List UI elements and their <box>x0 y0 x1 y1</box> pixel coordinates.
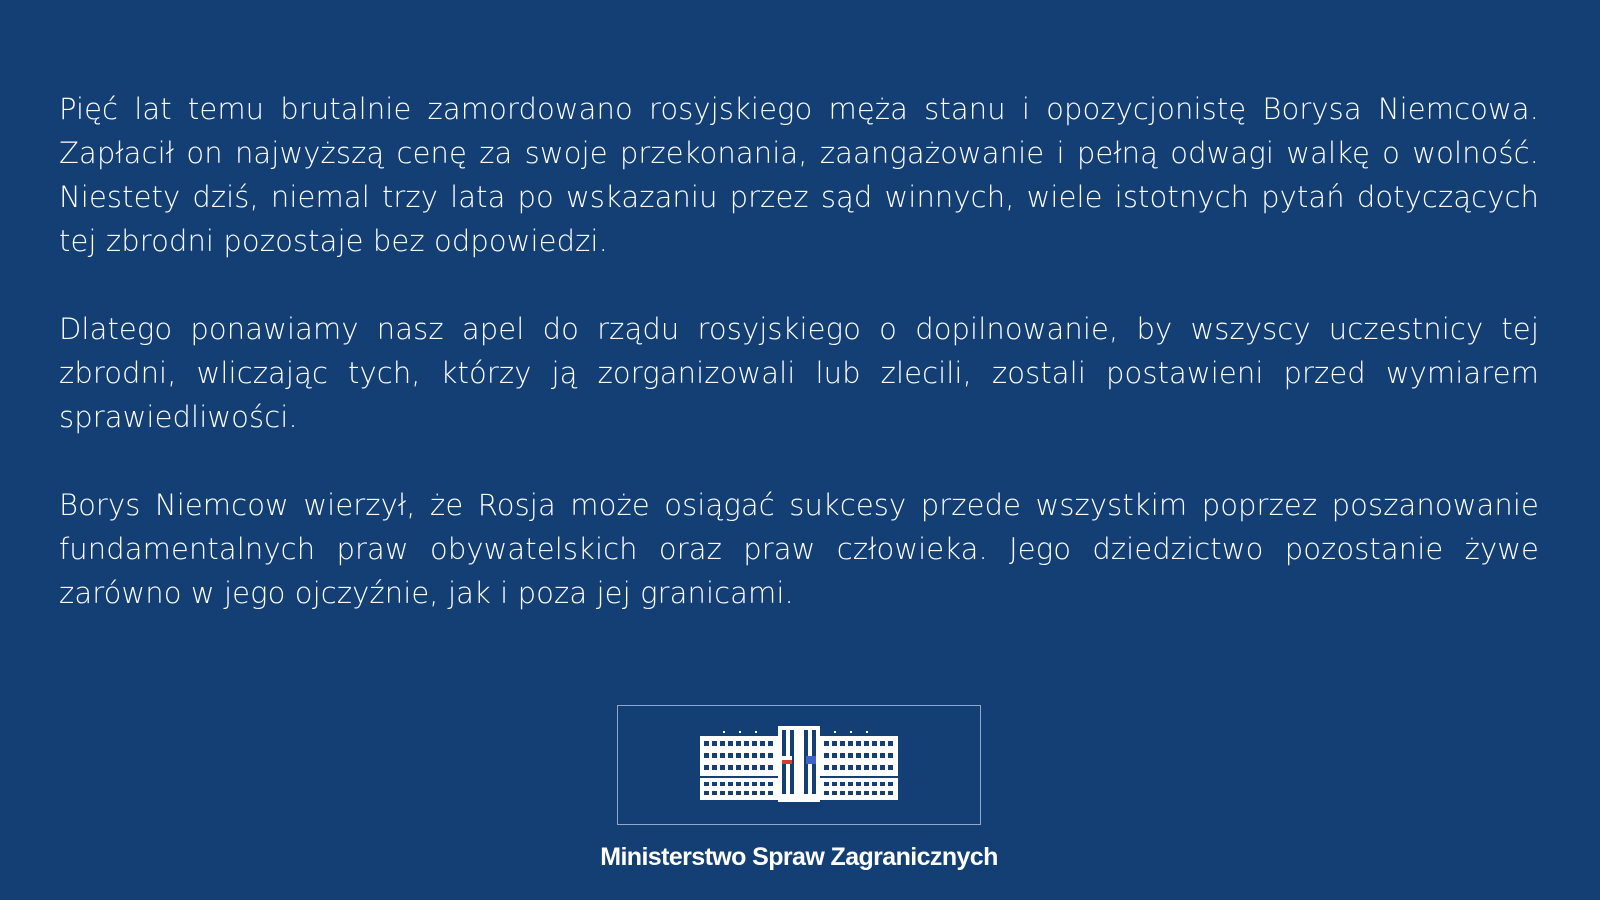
flagpole-right-icon <box>817 754 818 776</box>
statement-paragraph-2: Dlatego ponawiamy nasz apel do rządu rosyjskiego o dopilnowanie, by wszyscy uczestnicy tej zbrodni, wliczając tych, którzy ją zorganizowali lub zlecili, zostali postawieni przed wymiarem sprawiedliwości. <box>59 312 1539 434</box>
eu-flag-icon <box>806 756 816 764</box>
ministry-logo-box <box>617 705 981 825</box>
left-wing-icon <box>700 736 778 800</box>
polish-flag-top-icon <box>782 756 792 760</box>
polish-flag-bottom-icon <box>782 760 792 764</box>
statement-paragraph-3: Borys Niemcow wierzył, że Rosja może osiągać sukcesy przede wszystkim poprzez poszanowanie fundamentalnych praw obywatelskich oraz praw człowieka. Jego dziedzictwo pozostanie żywe zarówno w jego ojczyźnie, jak i poza jej granicami. <box>59 488 1539 610</box>
ministry-name: Ministerstwo Spraw Zagranicznych <box>600 843 998 871</box>
statement-text <box>59 87 1539 659</box>
right-wing-icon <box>820 736 898 800</box>
flagpole-left-icon <box>780 754 781 776</box>
ministry-building-icon <box>694 724 904 806</box>
statement-paragraph-1: Pięć lat temu brutalnie zamordowano rosyjskiego męża stanu i opozycjonistę Borysa Niemcowa. Zapłacił on najwyższą cenę za swoje przekonania, zaangażowanie i pełną odwagi walkę o wolność. Niestety dziś, niemal trzy lata po wskazaniu przez sąd winnych, wiele istotnych pytań dotyczących tej zbrodni pozostaje bez odpowiedzi. <box>59 92 1539 258</box>
